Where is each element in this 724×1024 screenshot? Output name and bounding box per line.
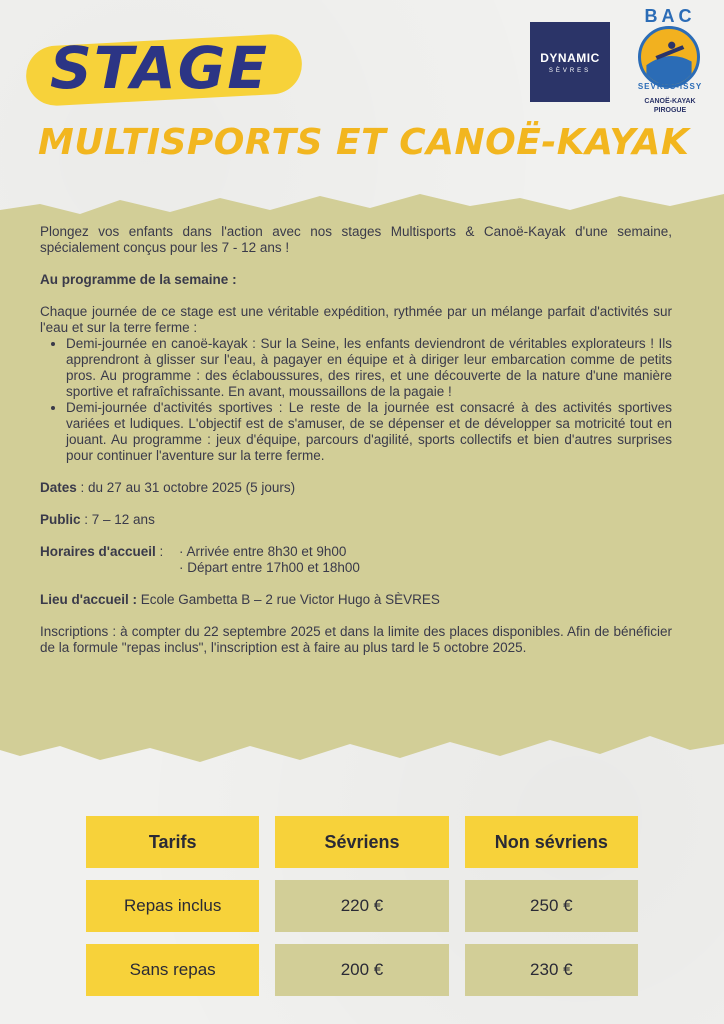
bac-logo-sub2: PIROGUE [653,107,687,114]
public-label: Public [40,512,81,527]
bac-logo-sub1: CANOË-KAYAK [644,98,696,105]
table-row-label: Repas inclus [86,880,259,932]
bac-logo-title: BAC [644,6,696,26]
horaires-separator: : [155,544,168,559]
table-header-cell: Tarifs [86,816,259,868]
program-list [66,336,672,464]
program-intro: Chaque journée de ce stage est une véritable expédition, rythmée par un mélange parfait d'activités sur l'eau et sur la terre ferme : [40,304,672,335]
dates-line [40,480,672,496]
table-header-row [86,816,638,868]
intro-text: Plongez vos enfants dans l'action avec nos stages Multisports & Canoë-Kayak d'une semaine, spécialement conçus pour les 7 - 12 ans ! [40,224,672,255]
program-heading: Au programme de la semaine : [40,272,237,287]
table-row [86,944,638,996]
table-cell: 220 € [275,880,448,932]
dynamic-logo-city: SÈVRES [548,67,592,74]
table-row-label: Sans repas [86,944,259,996]
dynamic-sevres-logo [530,22,610,102]
horaires-arrival: · Arrivée entre 8h30 et 9h00 [179,544,347,559]
horaires-times [179,544,360,576]
horaires-line [40,544,672,576]
lieu-label: Lieu d'accueil : [40,592,137,607]
bac-logo-emblem [638,26,700,88]
horaires-label: Horaires d'accueil [40,544,156,559]
bac-logo [628,6,712,124]
list-item: • Demi-journée d'activités sportives : Le reste de la journée est consacré à des activités sportives variées et ludiques. L'objectif est de s'amuser, de se dépenser et de développer sa motricité tout en jouant. Au programme : jeux d'équipe, parcours d'agilité, sports collectifs et bien d'autres surprises pour continuer l'aventure sur la terre ferme. [66,400,672,464]
table-header-cell: Non sévriens [465,816,638,868]
table-cell: 200 € [275,944,448,996]
list-item: • Demi-journée en canoë-kayak : Sur la Seine, les enfants deviendront de véritables explorateurs ! Ils apprendront à glisser sur l'eau, à pagayer en équipe et à diriger leur embarcation comme de petits pros. Au programme : des éclaboussures, des rires, et une découverte de la nature d'une manière sportive et rafraîchissante. En avant, moussaillons de la pagaie ! [66,336,672,400]
table-row [86,880,638,932]
horaires-departure: · Départ entre 17h00 et 18h00 [179,560,360,575]
tarifs-table [86,816,638,1008]
lieu-value: Ecole Gambetta B – 2 rue Victor Hugo à SÈVRES [137,592,440,607]
table-cell: 250 € [465,880,638,932]
stage-title: STAGE [50,34,269,102]
page-subtitle: MULTISPORTS ET CANOË-KAYAK [38,122,690,163]
public-line [40,512,672,528]
dates-value: : du 27 au 31 octobre 2025 (5 jours) [76,480,296,495]
public-value: : 7 – 12 ans [80,512,155,527]
dates-label: Dates [40,480,77,495]
table-cell: 230 € [465,944,638,996]
bac-logo-ring-text: SEVRES-ISSY [637,82,703,91]
lieu-line [40,592,672,608]
inscriptions-text: Inscriptions : à compter du 22 septembre 2025 et dans la limite des places disponibles. Afin de bénéficier de la formule "repas inclus", l'inscription est à faire au plus tard le 5 octobre 2025. [40,624,672,655]
body-content [40,224,672,656]
dynamic-logo-name: DYNAMIC [540,50,600,65]
table-header-cell: Sévriens [275,816,448,868]
